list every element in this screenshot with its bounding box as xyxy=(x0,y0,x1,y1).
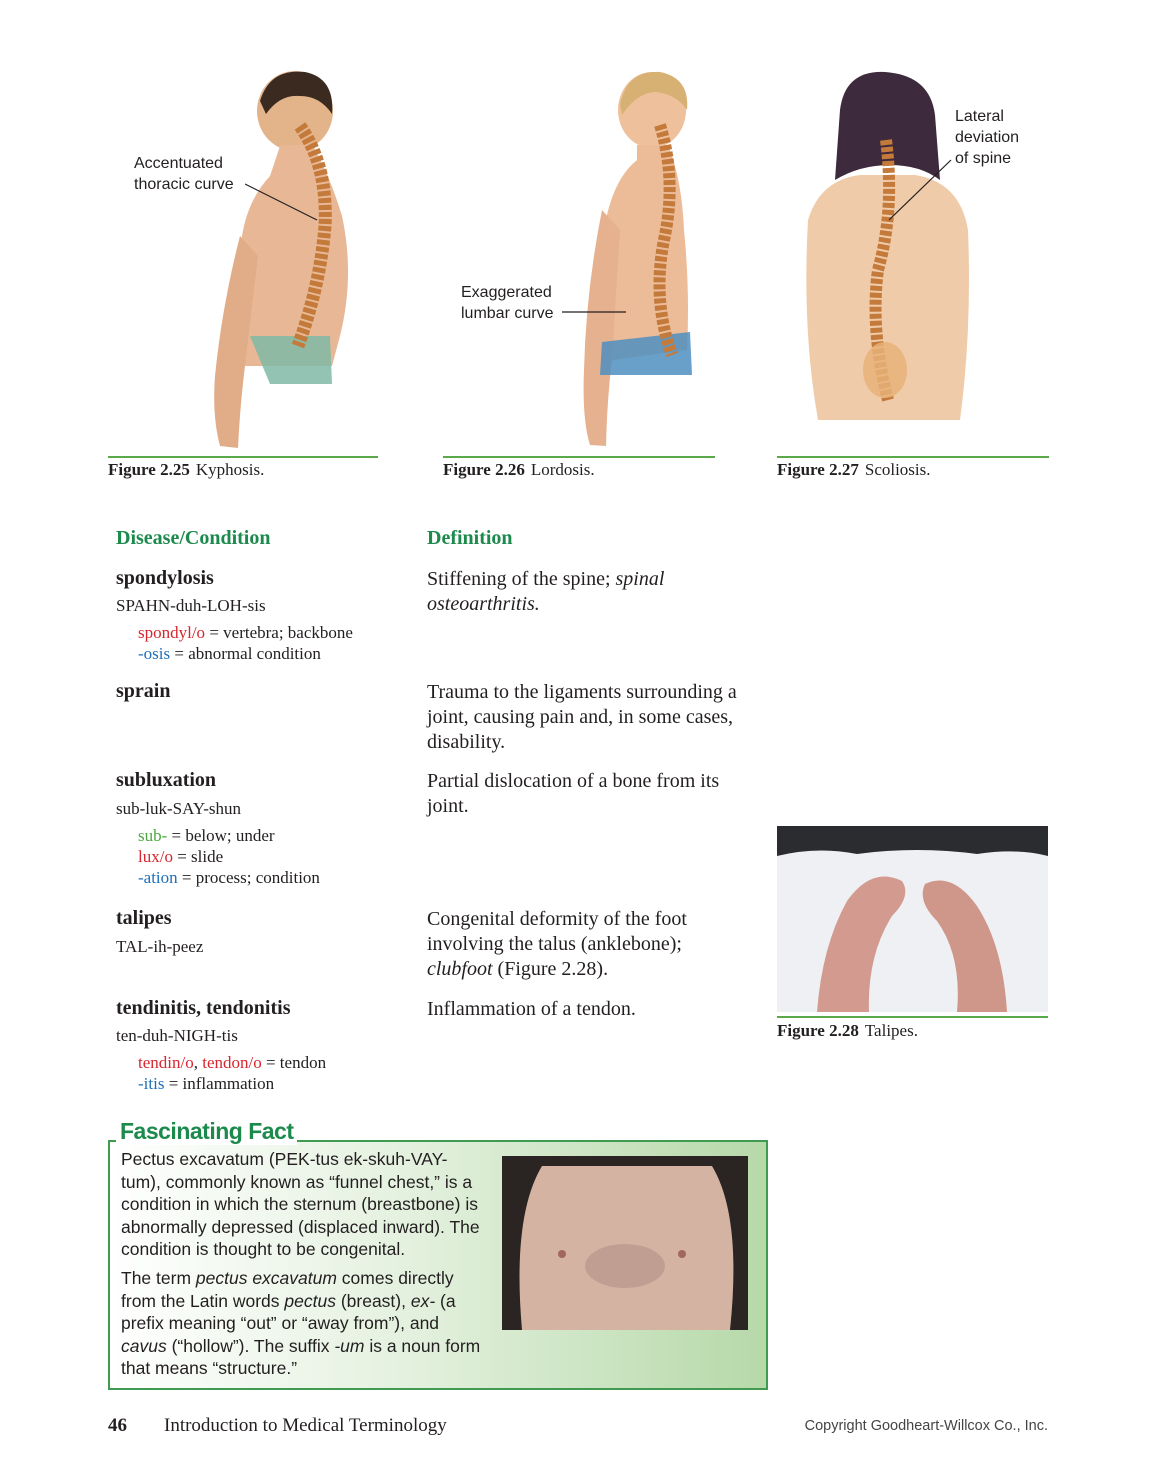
scoliosis-callout-line xyxy=(885,158,955,224)
word-part: -osis xyxy=(138,644,171,663)
figure-caption-2-27 xyxy=(777,460,931,480)
pronunciation: SPAHN-duh-LOH-sis xyxy=(116,596,266,615)
figure-title: Lordosis. xyxy=(530,460,595,479)
definition: Congenital deformity of the foot involving the talus (anklebone); clubfoot (Figure 2.28). xyxy=(427,908,687,980)
pronunciation: ten-duh-NIGH-tis xyxy=(116,1026,238,1045)
column-header-definition: Definition xyxy=(427,527,513,549)
book-title: Introduction to Medical Terminology xyxy=(164,1415,447,1436)
word-part-meaning: = slide xyxy=(172,847,224,866)
word-parts xyxy=(138,622,353,664)
word-parts xyxy=(138,825,320,888)
word-part: tendon/o xyxy=(202,1053,262,1072)
kyphosis-callout-line xyxy=(245,180,325,225)
scoliosis-illustration xyxy=(800,70,975,422)
figure-caption-2-28 xyxy=(777,1021,918,1041)
kyphosis-callout: Accentuated thoracic curve xyxy=(134,155,234,193)
word-part-separator: , xyxy=(193,1053,203,1072)
copyright: Copyright Goodheart-Willcox Co., Inc. xyxy=(804,1418,1048,1434)
pronunciation: sub-luk-SAY-shun xyxy=(116,799,242,818)
word-part-meaning: = tendon xyxy=(261,1053,327,1072)
figure-rule xyxy=(108,456,378,458)
word-parts xyxy=(138,1052,326,1094)
lordosis-illustration xyxy=(572,70,702,452)
pectus-excavatum-photo xyxy=(502,1156,748,1330)
figure-number: Figure 2.25 xyxy=(108,460,190,479)
word-part: -itis xyxy=(138,1074,165,1093)
definition: Trauma to the ligaments surrounding a joint, causing pain and, in some cases, disability. xyxy=(427,681,737,753)
definition: Inflammation of a tendon. xyxy=(427,998,636,1020)
word-part: tendin/o xyxy=(138,1053,194,1072)
talipes-photo xyxy=(777,826,1048,1012)
term-talipes: talipes xyxy=(116,907,172,929)
word-part: spondyl/o xyxy=(138,623,206,642)
term-subluxation: subluxation xyxy=(116,769,217,791)
word-part-meaning: = inflammation xyxy=(164,1074,275,1093)
lordosis-callout-line xyxy=(562,308,632,316)
figure-title: Kyphosis. xyxy=(195,460,265,479)
fascinating-fact-text xyxy=(121,1148,487,1386)
page-number: 46 xyxy=(108,1415,127,1436)
scoliosis-callout: Lateral deviation of spine xyxy=(955,108,1020,167)
figure-rule xyxy=(443,456,715,458)
term-tendinitis: tendinitis, tendonitis xyxy=(116,997,291,1019)
term-spondylosis: spondylosis xyxy=(116,567,214,589)
fascinating-fact-title: Fascinating Fact xyxy=(116,1118,297,1145)
word-part: sub- xyxy=(138,826,168,845)
figure-number: Figure 2.28 xyxy=(777,1021,859,1040)
lordosis-callout: Exaggerated lumbar curve xyxy=(461,284,554,322)
word-part-meaning: = vertebra; backbone xyxy=(205,623,353,642)
kyphosis-illustration xyxy=(200,66,370,454)
definition: Partial dislocation of a bone from its joint. xyxy=(427,770,720,817)
figure-title: Scoliosis. xyxy=(864,460,931,479)
word-part-meaning: = abnormal condition xyxy=(170,644,321,663)
column-header-term: Disease/Condition xyxy=(116,527,271,549)
word-part-meaning: = below; under xyxy=(167,826,275,845)
word-part: lux/o xyxy=(138,847,173,866)
fact-paragraph-2: The term pectus excavatum comes directly from the Latin words pectus (breast), ex- (a prefix meaning “out” or “away from”), and cavus (“hollow”). The suffix -um is a noun form that means “structure.” xyxy=(121,1267,481,1379)
pronunciation: TAL-ih-peez xyxy=(116,937,204,956)
figure-caption-2-26 xyxy=(443,460,595,480)
word-part: -ation xyxy=(138,868,178,887)
figure-title: Talipes. xyxy=(864,1021,918,1040)
definition: Stiffening of the spine; spinal osteoarthritis. xyxy=(427,568,665,615)
figure-number: Figure 2.26 xyxy=(443,460,525,479)
term-sprain: sprain xyxy=(116,680,171,702)
word-part-meaning: = process; condition xyxy=(177,868,320,887)
figure-rule xyxy=(777,456,1049,458)
figure-number: Figure 2.27 xyxy=(777,460,859,479)
fact-paragraph-1: Pectus excavatum (PEK-tus ek-skuh-VAY-tum), commonly known as “funnel chest,” is a condition in which the sternum (breastbone) is abnormally depressed (displaced inward). The condition is thought to be congenital. xyxy=(121,1149,480,1260)
figure-rule xyxy=(777,1016,1048,1018)
figure-caption-2-25 xyxy=(108,460,264,480)
